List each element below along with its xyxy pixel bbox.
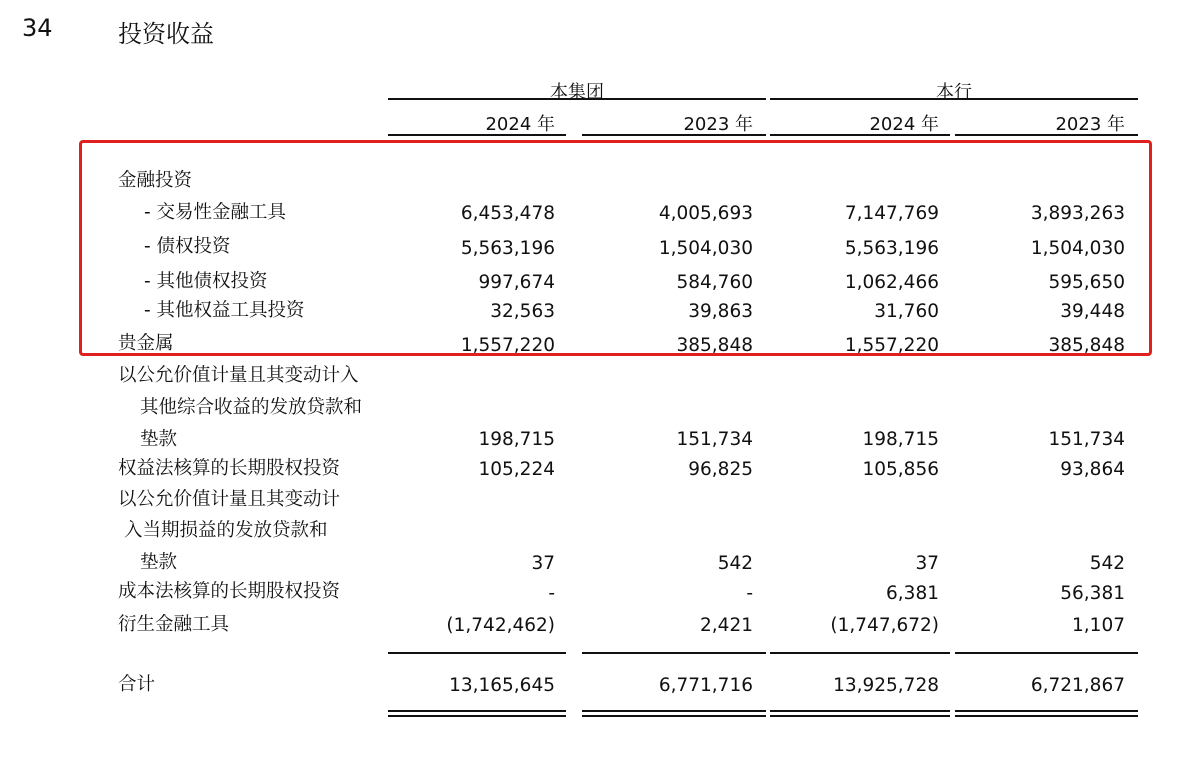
row-label: 衍生金融工具 — [118, 614, 230, 635]
year-underline — [582, 134, 766, 136]
cell-value: - — [548, 583, 555, 604]
cell-value: - — [746, 583, 753, 604]
cell-value: 198,715 — [862, 429, 939, 450]
row-label: 入当期损益的发放贷款和 — [124, 520, 328, 541]
subtotal-rule — [770, 652, 950, 654]
cell-value: 584,760 — [676, 272, 753, 293]
note-title: 投资收益 — [118, 20, 214, 48]
cell-value: 7,147,769 — [844, 203, 939, 224]
row-label: 权益法核算的长期股权投资 — [118, 458, 341, 479]
cell-value: 4,005,693 — [658, 203, 753, 224]
cell-value: 6,453,478 — [460, 203, 555, 224]
cell-value: 6,381 — [886, 583, 939, 604]
row-label: 贵金属 — [118, 333, 174, 354]
cell-value: 997,674 — [478, 272, 555, 293]
highlight-box — [79, 140, 1152, 356]
year-underline — [770, 134, 950, 136]
cell-value: 37 — [915, 553, 939, 574]
cell-value: 1,107 — [1072, 615, 1125, 636]
subtotal-rule — [955, 652, 1138, 654]
total-value: 13,165,645 — [449, 675, 555, 696]
cell-value: 1,062,466 — [844, 272, 939, 293]
cell-value: 385,848 — [1048, 335, 1125, 356]
row-label: 垫款 — [140, 552, 178, 573]
cell-value: 5,563,196 — [844, 238, 939, 259]
year-header: 2024 年 — [485, 114, 555, 135]
cell-value: 93,864 — [1060, 459, 1125, 480]
subtotal-rule — [388, 652, 566, 654]
row-label: - 其他债权投资 — [144, 271, 268, 292]
year-header: 2023 年 — [683, 114, 753, 135]
cell-value: 595,650 — [1048, 272, 1125, 293]
cell-value: 105,224 — [478, 459, 555, 480]
total-label: 合计 — [118, 674, 156, 695]
cell-value: 151,734 — [1048, 429, 1125, 450]
cell-value: (1,747,672) — [830, 615, 939, 636]
cell-value: 39,863 — [688, 301, 753, 322]
cell-value: 32,563 — [490, 301, 555, 322]
cell-value: 542 — [717, 553, 753, 574]
total-value: 13,925,728 — [833, 675, 939, 696]
total-value: 6,721,867 — [1030, 675, 1125, 696]
cell-value: 31,760 — [874, 301, 939, 322]
row-label: - 交易性金融工具 — [144, 202, 287, 223]
cell-value: 542 — [1089, 553, 1125, 574]
subtotal-rule — [582, 652, 766, 654]
cell-value: 2,421 — [700, 615, 753, 636]
cell-value: 1,504,030 — [658, 238, 753, 259]
group-underline — [388, 98, 766, 100]
cell-value: 1,504,030 — [1030, 238, 1125, 259]
year-underline — [955, 134, 1138, 136]
cell-value: 3,893,263 — [1030, 203, 1125, 224]
cell-value: 37 — [531, 553, 555, 574]
row-label: 成本法核算的长期股权投资 — [118, 581, 341, 602]
cell-value: (1,742,462) — [446, 615, 555, 636]
cell-value: 96,825 — [688, 459, 753, 480]
row-label: 垫款 — [140, 429, 178, 450]
total-double-rule — [770, 710, 950, 717]
row-label: - 债权投资 — [144, 236, 231, 257]
group-underline — [770, 98, 1138, 100]
total-double-rule — [388, 710, 566, 717]
cell-value: 56,381 — [1060, 583, 1125, 604]
year-underline — [388, 134, 566, 136]
year-header: 2024 年 — [869, 114, 939, 135]
row-label: - 其他权益工具投资 — [144, 300, 305, 321]
total-value: 6,771,716 — [658, 675, 753, 696]
year-header: 2023 年 — [1055, 114, 1125, 135]
group-header-group: 本集团 — [550, 82, 604, 103]
group-header-bank: 本行 — [936, 82, 972, 103]
cell-value: 39,448 — [1060, 301, 1125, 322]
row-label: 其他综合收益的发放贷款和 — [140, 397, 363, 418]
row-label: 以公允价值计量且其变动计 — [118, 489, 341, 510]
total-double-rule — [955, 710, 1138, 717]
row-label: 以公允价值计量且其变动计入 — [118, 365, 359, 386]
cell-value: 198,715 — [478, 429, 555, 450]
note-number: 34 — [22, 14, 53, 42]
row-label: 金融投资 — [118, 170, 193, 191]
cell-value: 385,848 — [676, 335, 753, 356]
cell-value: 151,734 — [676, 429, 753, 450]
total-double-rule — [582, 710, 766, 717]
cell-value: 1,557,220 — [844, 335, 939, 356]
cell-value: 1,557,220 — [460, 335, 555, 356]
cell-value: 5,563,196 — [460, 238, 555, 259]
cell-value: 105,856 — [862, 459, 939, 480]
